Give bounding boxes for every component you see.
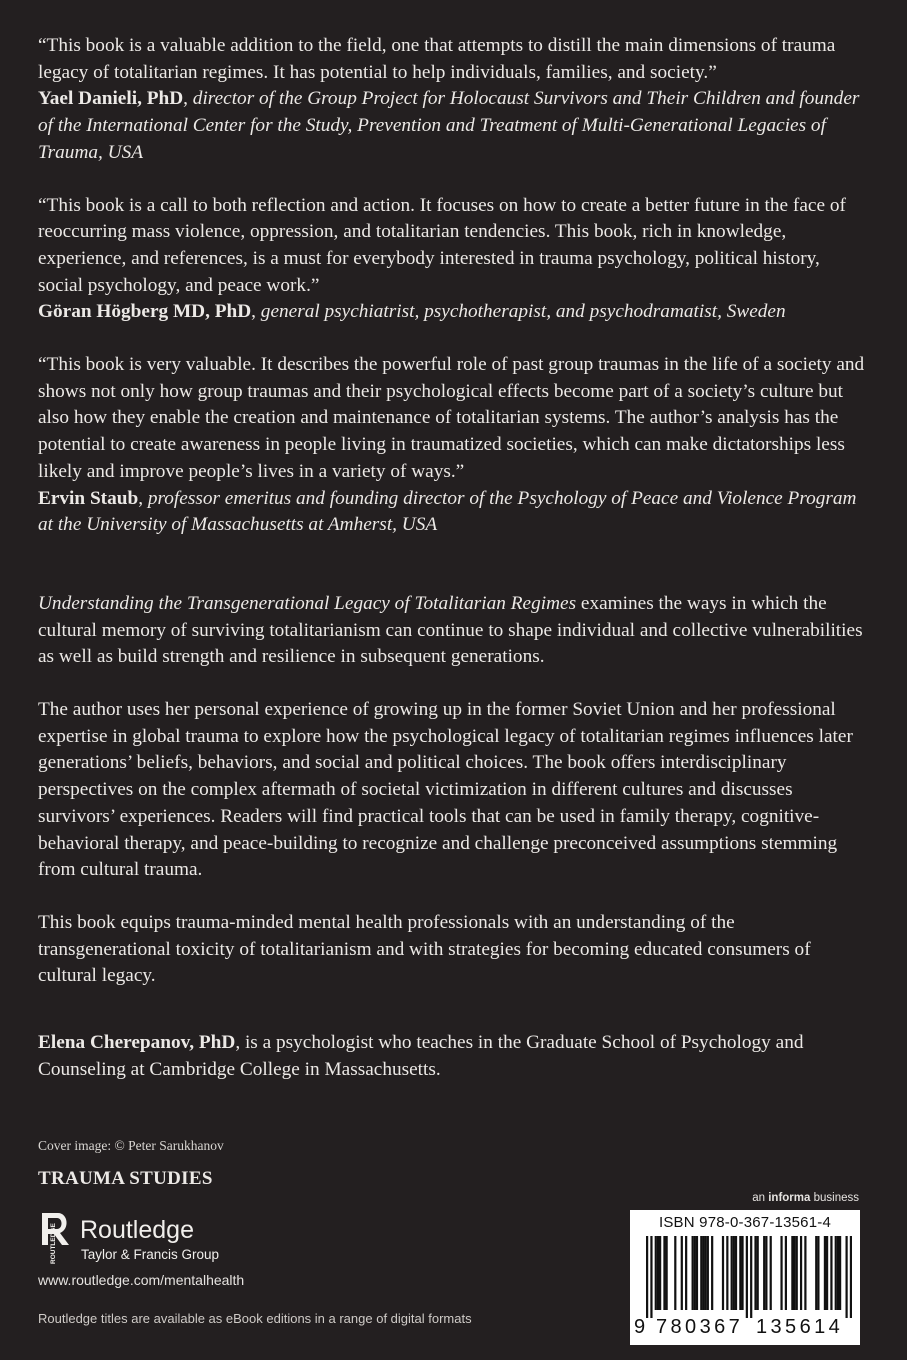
barcode-bar: [770, 1236, 772, 1310]
barcode-bar: [735, 1236, 737, 1310]
endorsement-quote: “This book is very valuable. It describes the powerful role of past group traumas in the life of a society and shows not only how group traumas and their psychological effects become part of a society’s culture but also how they enable the creation and maintenance of totalitarian systems. The author’s analysis has the potential to create awareness in people living in traumatized societies, which can make dictatorships less likely and improve people’s lives in a variety of ways.”: [38, 354, 865, 482]
barcode-bar: [780, 1236, 782, 1310]
barcode-bar: [839, 1236, 841, 1310]
svg-text:ROUTLEDGE: ROUTLEDGE: [50, 1223, 57, 1264]
endorsement-quote: “This book is a call to both reflection and action. It focuses on how to create a better future in the face of reoccurring mass violence, oppression, and totalitarian tendencies. This book, rich in knowledge, experience, and references, is a must for everybody interested in trauma psychology, political history, social psychology, and peace work.”: [38, 194, 846, 296]
description-paragraph: This book equips trauma-minded mental health professionals with an understanding of the transgenerational toxicity of totalitarianism and with strategies for becoming educated consumers of cultural legacy.: [38, 911, 811, 987]
endorser-name: Ervin Staub: [38, 487, 139, 509]
barcode-bar: [707, 1236, 709, 1310]
barcode-bar: [650, 1236, 652, 1318]
endorser-name: Yael Danieli, PhD: [38, 88, 184, 110]
barcode-bar: [705, 1236, 707, 1310]
barcode-bar: [793, 1236, 795, 1310]
barcode-bar: [722, 1236, 724, 1310]
barcode-bar: [711, 1236, 713, 1310]
barcode-bar: [817, 1236, 819, 1310]
barcode-bar: [666, 1236, 668, 1310]
endorsement-danieli: [38, 33, 868, 167]
barcode-bar: [663, 1236, 665, 1310]
barcode-bar: [824, 1236, 826, 1310]
barcode-bar: [694, 1236, 696, 1310]
barcode-bar: [830, 1236, 832, 1310]
barcode-bar: [850, 1236, 852, 1318]
barcode-bar: [754, 1236, 756, 1310]
barcode-bar: [726, 1236, 728, 1310]
endorsement-staub: [38, 352, 868, 539]
description-paragraph: The author uses her personal experience of growing up in the former Soviet Union and her professional expertise in global trauma to explore how the psychological legacy of totalitarian regimes influences later generations’ beliefs, behaviors, and social and political choices. The book offers interdisciplinary perspectives on the complex aftermath of societal victimization in different cultures and discusses survivors’ experiences. Readers will find practical tools that can be used in family therapy, cognitive-behavioral therapy, and peace-building to recognize and challenge preconceived assumptions stemming from cultural trauma.: [38, 699, 853, 881]
barcode-bar: [741, 1236, 743, 1310]
barcode-bar: [791, 1236, 793, 1310]
barcode-bar: [739, 1236, 741, 1310]
endorsement-hogberg: [38, 193, 868, 327]
endorsement-attribution: Göran Högberg MD, PhD, general psychiatrist, psychotherapist, and psychodramatist, Sweden: [38, 301, 786, 323]
barcode-bar: [826, 1236, 828, 1310]
barcode-bar: [785, 1236, 787, 1310]
endorser-title: professor emeritus and founding director of the Psychology of Peace and Violence Program at the University of Massachusetts at Amherst, USA: [38, 487, 857, 536]
barcode-bar: [765, 1236, 767, 1310]
endorser-name: Göran Högberg MD, PhD: [38, 301, 252, 323]
barcode-bar: [685, 1236, 687, 1310]
routledge-logo: [38, 1211, 258, 1267]
barcode-bar: [674, 1236, 676, 1310]
publisher-group: Taylor & Francis Group: [81, 1247, 220, 1262]
isbn-label: ISBN 978-0-367-13561-4: [658, 1214, 831, 1231]
endorsement-attribution: Ervin Staub, professor emeritus and founding director of the Psychology of Peace and Violence Program at the University of Massachusetts at Amherst, USA: [38, 487, 857, 536]
barcode-bar: [845, 1236, 847, 1318]
endorser-title: general psychiatrist, psychotherapist, and psychodramatist, Sweden: [260, 301, 786, 323]
barcode-bar: [655, 1236, 657, 1310]
endorser-title: director of the Group Project for Holocaust Survivors and Their Children and founder of the International Center for the Study, Prevention and Treatment of Multi-Generational Legacies of Trauma, USA: [38, 88, 860, 163]
barcode-bar: [746, 1236, 748, 1318]
book-title: Understanding the Transgenerational Legacy of Totalitarian Regimes: [38, 592, 577, 614]
publisher-url[interactable]: www.routledge.com/mentalhealth: [38, 1272, 245, 1288]
barcode-bar: [835, 1236, 837, 1310]
cover-credit: Cover image: © Peter Sarukhanov: [38, 1138, 224, 1153]
barcode-bar: [692, 1236, 694, 1310]
barcode-bar: [733, 1236, 735, 1310]
barcode-bar: [696, 1236, 698, 1310]
barcode-bar: [796, 1236, 798, 1310]
description-intro: Understanding the Transgenerational Legacy of Totalitarian Regimes examines the ways in which the cultural memory of surviving totalitarianism can continue to shape individual and collective vulnerabilities as well as build strength and resilience in subsequent generations.: [38, 592, 863, 668]
barcode-bar: [657, 1236, 659, 1310]
barcode-bar: [837, 1236, 839, 1310]
barcode-bar: [681, 1236, 683, 1310]
ebook-note: Routledge titles are available as eBook editions in a range of digital formats: [38, 1311, 472, 1326]
barcode-bar: [800, 1236, 802, 1310]
series-name: TRAUMA STUDIES: [38, 1168, 213, 1189]
informa-brand: informa: [768, 1192, 811, 1204]
author-bio: Elena Cherepanov, PhD, is a psychologist who teaches in the Graduate School of Psychology and Counseling at Cambridge College in Massachusetts.: [38, 1032, 804, 1080]
endorsement-attribution: Yael Danieli, PhD, director of the Group Project for Holocaust Survivors and Their Children and founder of the International Center for the Study, Prevention and Treatment of Multi-Generational Legacies of Trauma, USA: [38, 88, 860, 163]
informa-tagline: an informa business: [752, 1192, 859, 1204]
back-cover-text: [38, 33, 868, 1084]
isbn-barcode: ISBN 978-0-367-13561-4 9 780367 135614: [630, 1210, 860, 1345]
barcode-bar: [700, 1236, 702, 1310]
barcode-bar: [731, 1236, 733, 1310]
author-name: Elena Cherepanov, PhD: [38, 1032, 236, 1054]
routledge-mark-icon: [38, 1211, 72, 1266]
endorsement-quote: “This book is a valuable addition to the field, one that attempts to distill the main dimensions of trauma legacy of totalitarian regimes. It has potential to help individuals, families, and society.”: [38, 35, 836, 83]
publisher-name: Routledge: [80, 1216, 194, 1244]
barcode-bars: [646, 1236, 852, 1318]
barcode-bar: [763, 1236, 765, 1310]
barcode-bar: [815, 1236, 817, 1310]
barcode-bar: [804, 1236, 806, 1310]
barcode-bar: [757, 1236, 759, 1310]
barcode-bar: [702, 1236, 704, 1310]
barcode-bar: [646, 1236, 648, 1318]
barcode-bar: [659, 1236, 661, 1310]
barcode-bar: [750, 1236, 752, 1318]
